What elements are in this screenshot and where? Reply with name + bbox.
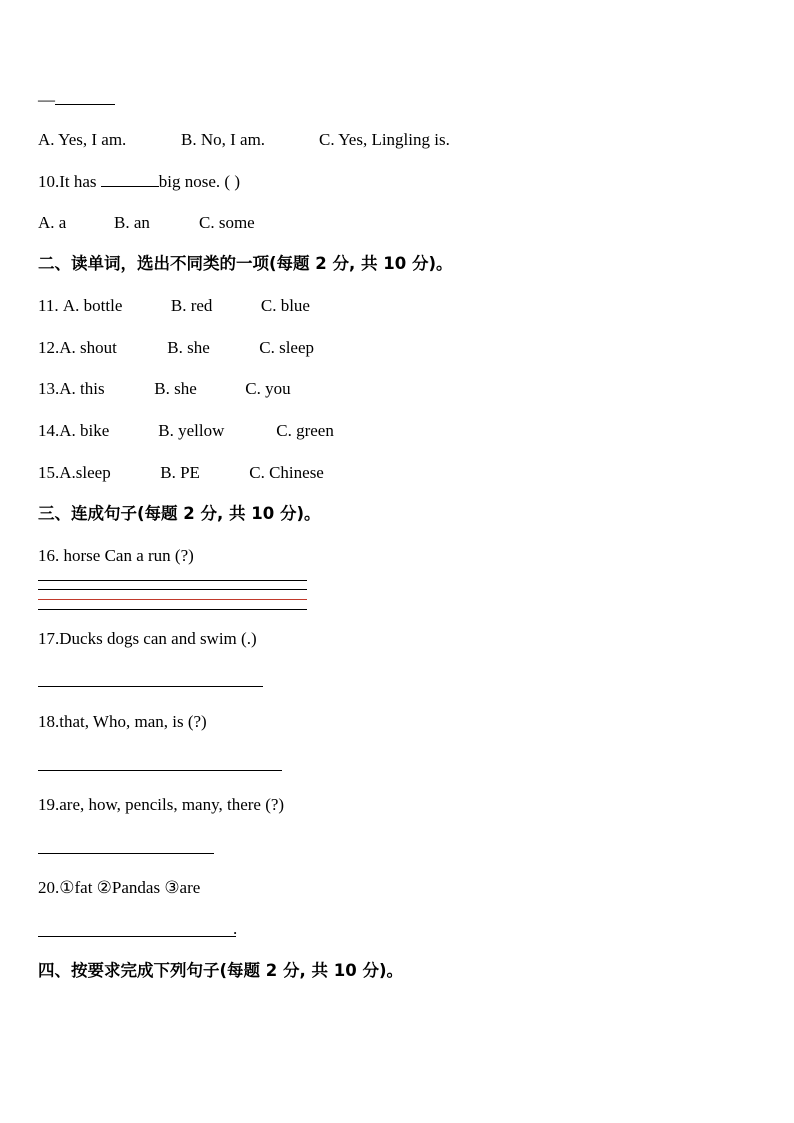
q16-writing-line-1[interactable] xyxy=(38,580,307,581)
q13-number: 13. xyxy=(38,379,60,398)
q10-options xyxy=(38,212,255,234)
q15-option-b[interactable]: B. PE xyxy=(160,463,200,482)
q9-option-b[interactable]: B. No, I am. xyxy=(181,130,266,149)
q10-question xyxy=(38,170,240,193)
q10-option-c[interactable]: C. some xyxy=(199,213,255,232)
q12-option-b[interactable]: B. she xyxy=(167,338,210,357)
q9-blank[interactable] xyxy=(55,88,115,105)
section-4-heading: 四、按要求完成下列句子(每题 2 分, 共 10 分)。 xyxy=(38,961,404,980)
q9-option-a[interactable]: A. Yes, I am. xyxy=(38,130,127,149)
section-2-heading: 二、读单词，选出不同类的一项(每题 2 分, 共 10 分)。 xyxy=(38,254,453,273)
q12-option-a[interactable]: A. shout xyxy=(59,338,117,357)
q17-answer-line[interactable] xyxy=(38,686,263,687)
q13-option-a[interactable]: A. this xyxy=(59,379,105,398)
q16-writing-line-3[interactable] xyxy=(38,599,307,600)
section-3-heading: 三、连成句子(每题 2 分, 共 10 分)。 xyxy=(38,504,321,523)
q19-answer-line[interactable] xyxy=(38,853,214,854)
q11-option-b[interactable]: B. red xyxy=(170,296,213,315)
q18-prompt: 18.that, Who, man, is (?) xyxy=(38,712,207,731)
q15-number: 15. xyxy=(38,463,60,482)
q13-option-c[interactable]: C. you xyxy=(245,379,291,398)
q10-blank[interactable] xyxy=(101,170,159,187)
q14-number: 14. xyxy=(38,421,60,440)
q11-option-a[interactable]: A. bottle xyxy=(62,296,123,315)
q16-writing-line-4[interactable] xyxy=(38,609,307,610)
q14-option-c[interactable]: C. green xyxy=(276,421,334,440)
q9-options xyxy=(38,129,450,151)
q15-row xyxy=(38,462,324,484)
q12-number: 12. xyxy=(38,338,60,357)
q19-prompt: 19.are, how, pencils, many, there (?) xyxy=(38,795,285,814)
q14-option-a[interactable]: A. bike xyxy=(59,421,110,440)
q14-row xyxy=(38,420,334,442)
q17-prompt: 17.Ducks dogs can and swim (.) xyxy=(38,629,257,648)
q18-answer-line[interactable] xyxy=(38,770,282,771)
q15-option-a[interactable]: A.sleep xyxy=(59,463,111,482)
q11-number: 11. xyxy=(38,296,63,315)
q16-writing-line-2[interactable] xyxy=(38,589,307,590)
q13-row xyxy=(38,378,291,400)
q9-answer-line xyxy=(38,88,115,111)
q20-end-period: . xyxy=(233,919,238,938)
q14-option-b[interactable]: B. yellow xyxy=(158,421,225,440)
q15-option-c[interactable]: C. Chinese xyxy=(249,463,324,482)
q9-dash: — xyxy=(38,90,55,109)
q12-row xyxy=(38,337,314,359)
q10-text-pre: 10.It has xyxy=(38,172,101,191)
q10-option-b[interactable]: B. an xyxy=(114,213,150,232)
q11-row xyxy=(38,295,310,317)
q16-prompt: 16. horse Can a run (?) xyxy=(38,546,194,565)
q11-option-c[interactable]: C. blue xyxy=(260,296,310,315)
q10-option-a[interactable]: A. a xyxy=(38,213,67,232)
q10-text-post: big nose. ( ) xyxy=(158,172,241,191)
q20-answer-line[interactable] xyxy=(38,936,236,937)
q20-prompt: 20.①fat ②Pandas ③are xyxy=(38,878,201,897)
q13-option-b[interactable]: B. she xyxy=(154,379,197,398)
q12-option-c[interactable]: C. sleep xyxy=(259,338,315,357)
q9-option-c[interactable]: C. Yes, Lingling is. xyxy=(319,130,450,149)
